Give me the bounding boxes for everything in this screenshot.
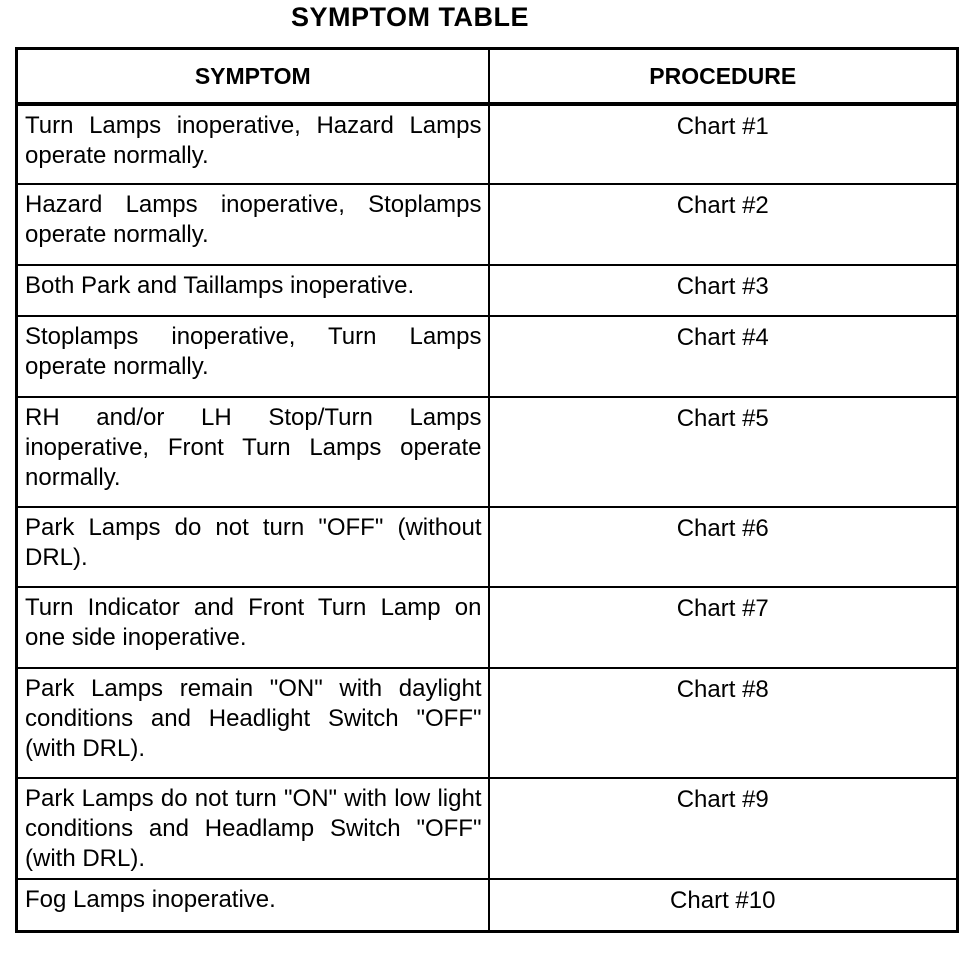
table-row (17, 265, 958, 316)
table-row (17, 587, 958, 668)
procedure-cell: Chart #5 (489, 397, 958, 507)
procedure-cell: Chart #9 (489, 778, 958, 879)
procedure-cell: Chart #8 (489, 668, 958, 778)
procedure-cell: Chart #10 (489, 879, 958, 931)
symptom-cell: Turn Indicator and Front Turn Lamp on one side inoperative. (17, 587, 489, 668)
symptom-cell: Fog Lamps inoperative. (17, 879, 489, 931)
procedure-cell: Chart #4 (489, 316, 958, 397)
procedure-cell: Chart #6 (489, 507, 958, 587)
table-row (17, 668, 958, 778)
symptom-table (15, 47, 959, 933)
header-procedure: PROCEDURE (489, 49, 958, 105)
procedure-cell: Chart #3 (489, 265, 958, 316)
procedure-cell: Chart #7 (489, 587, 958, 668)
table-row (17, 397, 958, 507)
table-row (17, 104, 958, 184)
symptom-cell: Both Park and Taillamps inoperative. (17, 265, 489, 316)
symptom-cell: Park Lamps do not turn "ON" with low light conditions and Headlamp Switch "OFF" (with DRL). (17, 778, 489, 879)
header-symptom: SYMPTOM (17, 49, 489, 105)
symptom-cell: Hazard Lamps inoperative, Stoplamps operate normally. (17, 184, 489, 265)
symptom-cell: RH and/or LH Stop/Turn Lamps inoperative, Front Turn Lamps operate normally. (17, 397, 489, 507)
table-row (17, 778, 958, 879)
page-title: SYMPTOM TABLE (290, 2, 529, 32)
symptom-cell: Park Lamps remain "ON" with daylight conditions and Headlight Switch "OFF" (with DRL). (17, 668, 489, 778)
table-header-row (17, 49, 958, 105)
symptom-cell: Turn Lamps inoperative, Hazard Lamps operate normally. (17, 104, 489, 184)
table-row (17, 184, 958, 265)
procedure-cell: Chart #2 (489, 184, 958, 265)
symptom-cell: Stoplamps inoperative, Turn Lamps operate normally. (17, 316, 489, 397)
table-row (17, 879, 958, 931)
table-row (17, 316, 958, 397)
table-row (17, 507, 958, 587)
symptom-cell: Park Lamps do not turn "OFF" (without DRL). (17, 507, 489, 587)
procedure-cell: Chart #1 (489, 104, 958, 184)
